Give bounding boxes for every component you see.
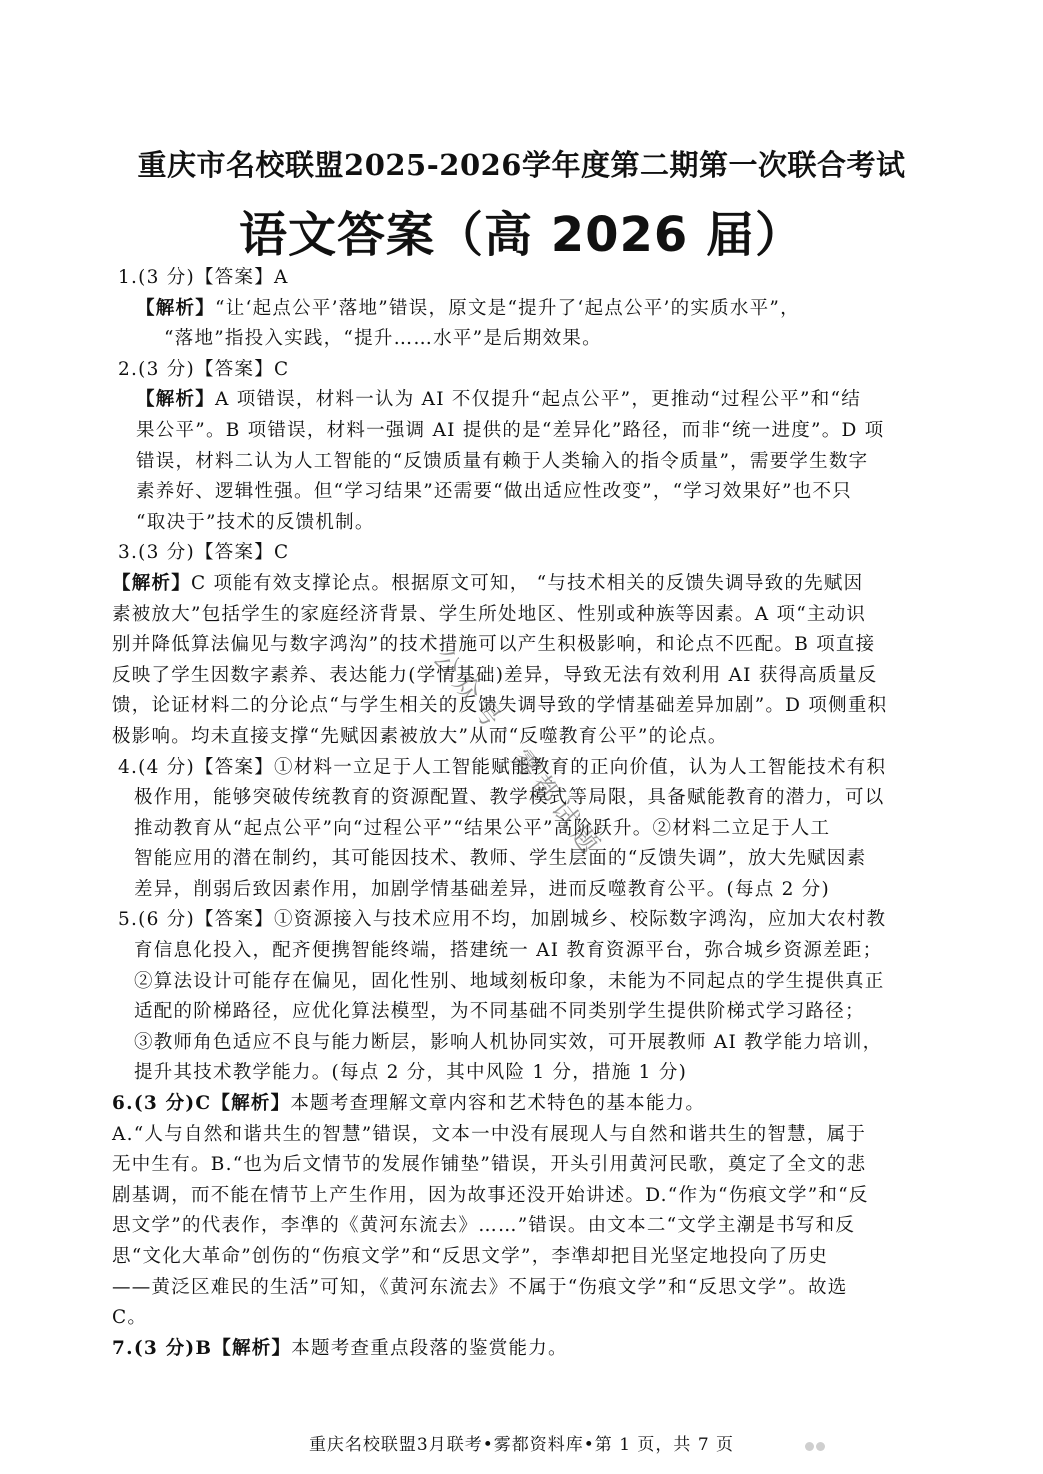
text-line — [112, 324, 932, 355]
line-text: 极影响。均未直接支撑“先赋因素被放大”从而“反噬教育公平”的论点。 — [112, 725, 728, 747]
line-text: 本题考查重点段落的鉴赏能力。 — [291, 1337, 568, 1359]
text-line — [112, 661, 932, 692]
line-text: 思“文化大革命”创伤的“伤痕文学”和“反思文学”，李凖却把目光坚定地投向了历史 — [112, 1246, 828, 1267]
text-line — [112, 416, 932, 447]
bold-label: 【解析】 — [136, 297, 216, 319]
bold-label: 【解析】 — [211, 1093, 291, 1115]
line-text: 2.(3 分)【答案】C — [118, 358, 290, 380]
line-text: ③教师角色适应不良与能力断层，影响人机协同实效，可开展教师 AI 教学能力培训， — [134, 1031, 883, 1053]
line-text: 本题考查理解文章内容和艺术特色的基本能力。 — [290, 1093, 706, 1115]
bold-label: 【解析】 — [212, 1337, 292, 1359]
line-text: 剧基调，而不能在情节上产生作用，因为故事还没开始讲述。D.“作为“伤痕文学”和“反 — [112, 1184, 869, 1206]
line-text: 别并降低算法偏见与数字鸿沟”的技术措施可以产生积极影响，和论点不匹配。B 项直接 — [112, 634, 876, 656]
text-line — [112, 1181, 932, 1212]
bold-label: 6.(3 分)C — [112, 1093, 212, 1115]
line-text: ——黄泛区难民的生活”可知，《黄河东流去》不属于“伤痕文学”和“反思文学”。故选 — [112, 1276, 848, 1298]
text-line — [112, 967, 932, 998]
line-text: C。 — [112, 1307, 148, 1329]
text-line — [112, 997, 932, 1028]
text-line — [112, 814, 932, 845]
text-line — [112, 905, 932, 936]
line-text: 差异，削弱后致因素作用，加剧学情基础差异，进而反噬教育公平。(每点 2 分) — [134, 878, 830, 900]
line-text: 反映了学生因数字素养、表达能力(学情基础)差异，导致无法有效利用 AI 获得高质量反 — [112, 664, 878, 686]
line-text: 思文学”的代表作，李凖的《黄河东流去》……”错误。由文本二“文学主潮是书写和反 — [112, 1215, 856, 1237]
text-line — [112, 1089, 932, 1120]
text-line — [112, 1150, 932, 1181]
line-text: 馈，论证材料二的分论点“与学生相关的反馈失调导致的学情基础差异加剧”。D 项侧重积 — [112, 695, 888, 717]
bold-label: 7.(3 分)B — [112, 1337, 213, 1359]
line-text: 素被放大”包括学生的家庭经济背景、学生所处地区、性别或种族等因素。A 项“主动识 — [112, 603, 867, 625]
line-text: ②算法设计可能存在偏见，固化性别、地域刻板印象，未能为不同起点的学生提供真正 — [134, 970, 885, 992]
text-line — [112, 477, 932, 508]
text-line — [112, 447, 932, 478]
text-line — [112, 1242, 932, 1273]
line-text: 果公平”。B 项错误，材料一强调 AI 提供的是“差异化”路径，而非“统一进度”。D 项 — [136, 419, 885, 441]
text-line — [112, 263, 932, 294]
text-line — [112, 1028, 932, 1059]
line-text: 3.(3 分)【答案】C — [118, 542, 290, 564]
line-text: 素养好、逻辑性强。但“学习结果”还需要“做出适应性改变”，“学习效果好”也不只 — [136, 481, 852, 503]
text-line — [112, 294, 932, 325]
line-text: 育信息化投入，配齐便携智能终端，搭建统一 AI 教育资源平台，弥合城乡资源差距； — [134, 940, 883, 962]
watermark-text: 公众号：雾都试题 — [426, 643, 608, 864]
text-line — [112, 1273, 932, 1304]
document-title: 语文答案（高 2026 届） — [238, 207, 805, 263]
line-text: 4.(4 分)【答案】①材料一立足于人工智能赋能教育的正向价值，认为人工智能技术有积 — [118, 756, 887, 778]
line-text: 极作用，能够突破传统教育的资源配置、教学模式等局限，具备赋能教育的潜力，可以 — [134, 787, 885, 809]
line-text: “让‘起点公平’落地”错误，原文是“提升了‘起点公平’的实质水平”， — [215, 297, 800, 319]
line-text: C 项能有效支撑论点。根据原文可知， “与技术相关的反馈失调导致的先赋因 — [191, 572, 864, 594]
line-text: 推动教育从“起点公平”向“过程公平”“结果公平”高阶跃升。②材料二立足于人工 — [134, 817, 831, 839]
text-line — [112, 600, 932, 631]
line-text: 提升其技术教学能力。(每点 2 分，其中风险 1 分，措施 1 分) — [134, 1062, 688, 1084]
line-text: 5.(6 分)【答案】①资源接入与技术应用不均，加剧城乡、校际数字鸿沟，应加大农村教 — [118, 909, 887, 931]
text-line — [112, 1058, 932, 1089]
page-footer: 重庆名校联盟3月联考•雾都资料库•第 1 页，共 7 页 — [308, 1435, 735, 1455]
text-line — [112, 1211, 932, 1242]
exam-title: 重庆市名校联盟2025-2026学年度第二期第一次联合考试 — [137, 148, 906, 182]
text-line — [112, 1303, 932, 1334]
line-text: A 项错误，材料一认为 AI 不仅提升“起点公平”，更推动“过程公平”和“结 — [215, 389, 861, 411]
text-line — [112, 783, 932, 814]
line-text: 1.(3 分)【答案】A — [118, 267, 289, 288]
text-line — [112, 875, 932, 906]
text-line — [112, 355, 932, 386]
text-line — [112, 936, 932, 967]
text-line — [112, 691, 932, 722]
text-line — [112, 538, 932, 569]
answer-body — [112, 263, 932, 1364]
line-text: 错误，材料二认为人工智能的“反馈质量有赖于人类输入的指令质量”，需要学生数字 — [136, 450, 869, 472]
text-line — [112, 1120, 932, 1151]
line-text: “落地”指投入实践，“提升……水平”是后期效果。 — [164, 328, 602, 350]
text-line — [112, 844, 932, 875]
text-line — [112, 1334, 932, 1365]
text-line — [112, 508, 932, 539]
text-line — [112, 569, 932, 600]
line-text: 无中生有。B.“也为后文情节的发展作铺垫”错误，开头引用黄河民歌，奠定了全文的悲 — [112, 1154, 867, 1176]
text-line — [112, 630, 932, 661]
watermark-logo-icon — [805, 1436, 839, 1460]
line-text: “取决于”技术的反馈机制。 — [136, 511, 375, 533]
bold-label: 【解析】 — [112, 572, 192, 594]
text-line — [112, 385, 932, 416]
line-text: 智能应用的潜在制约，其可能因技术、教师、学生层面的“反馈失调”，放大先赋因素 — [134, 848, 867, 870]
line-text: A.“人与自然和谐共生的智慧”错误，文本一中没有展现人与自然和谐共生的智慧，属于 — [112, 1123, 867, 1145]
bold-label: 【解析】 — [136, 389, 216, 411]
line-text: 适配的阶梯路径，应优化算法模型，为不同基础不同类别学生提供阶梯式学习路径； — [134, 1001, 865, 1023]
